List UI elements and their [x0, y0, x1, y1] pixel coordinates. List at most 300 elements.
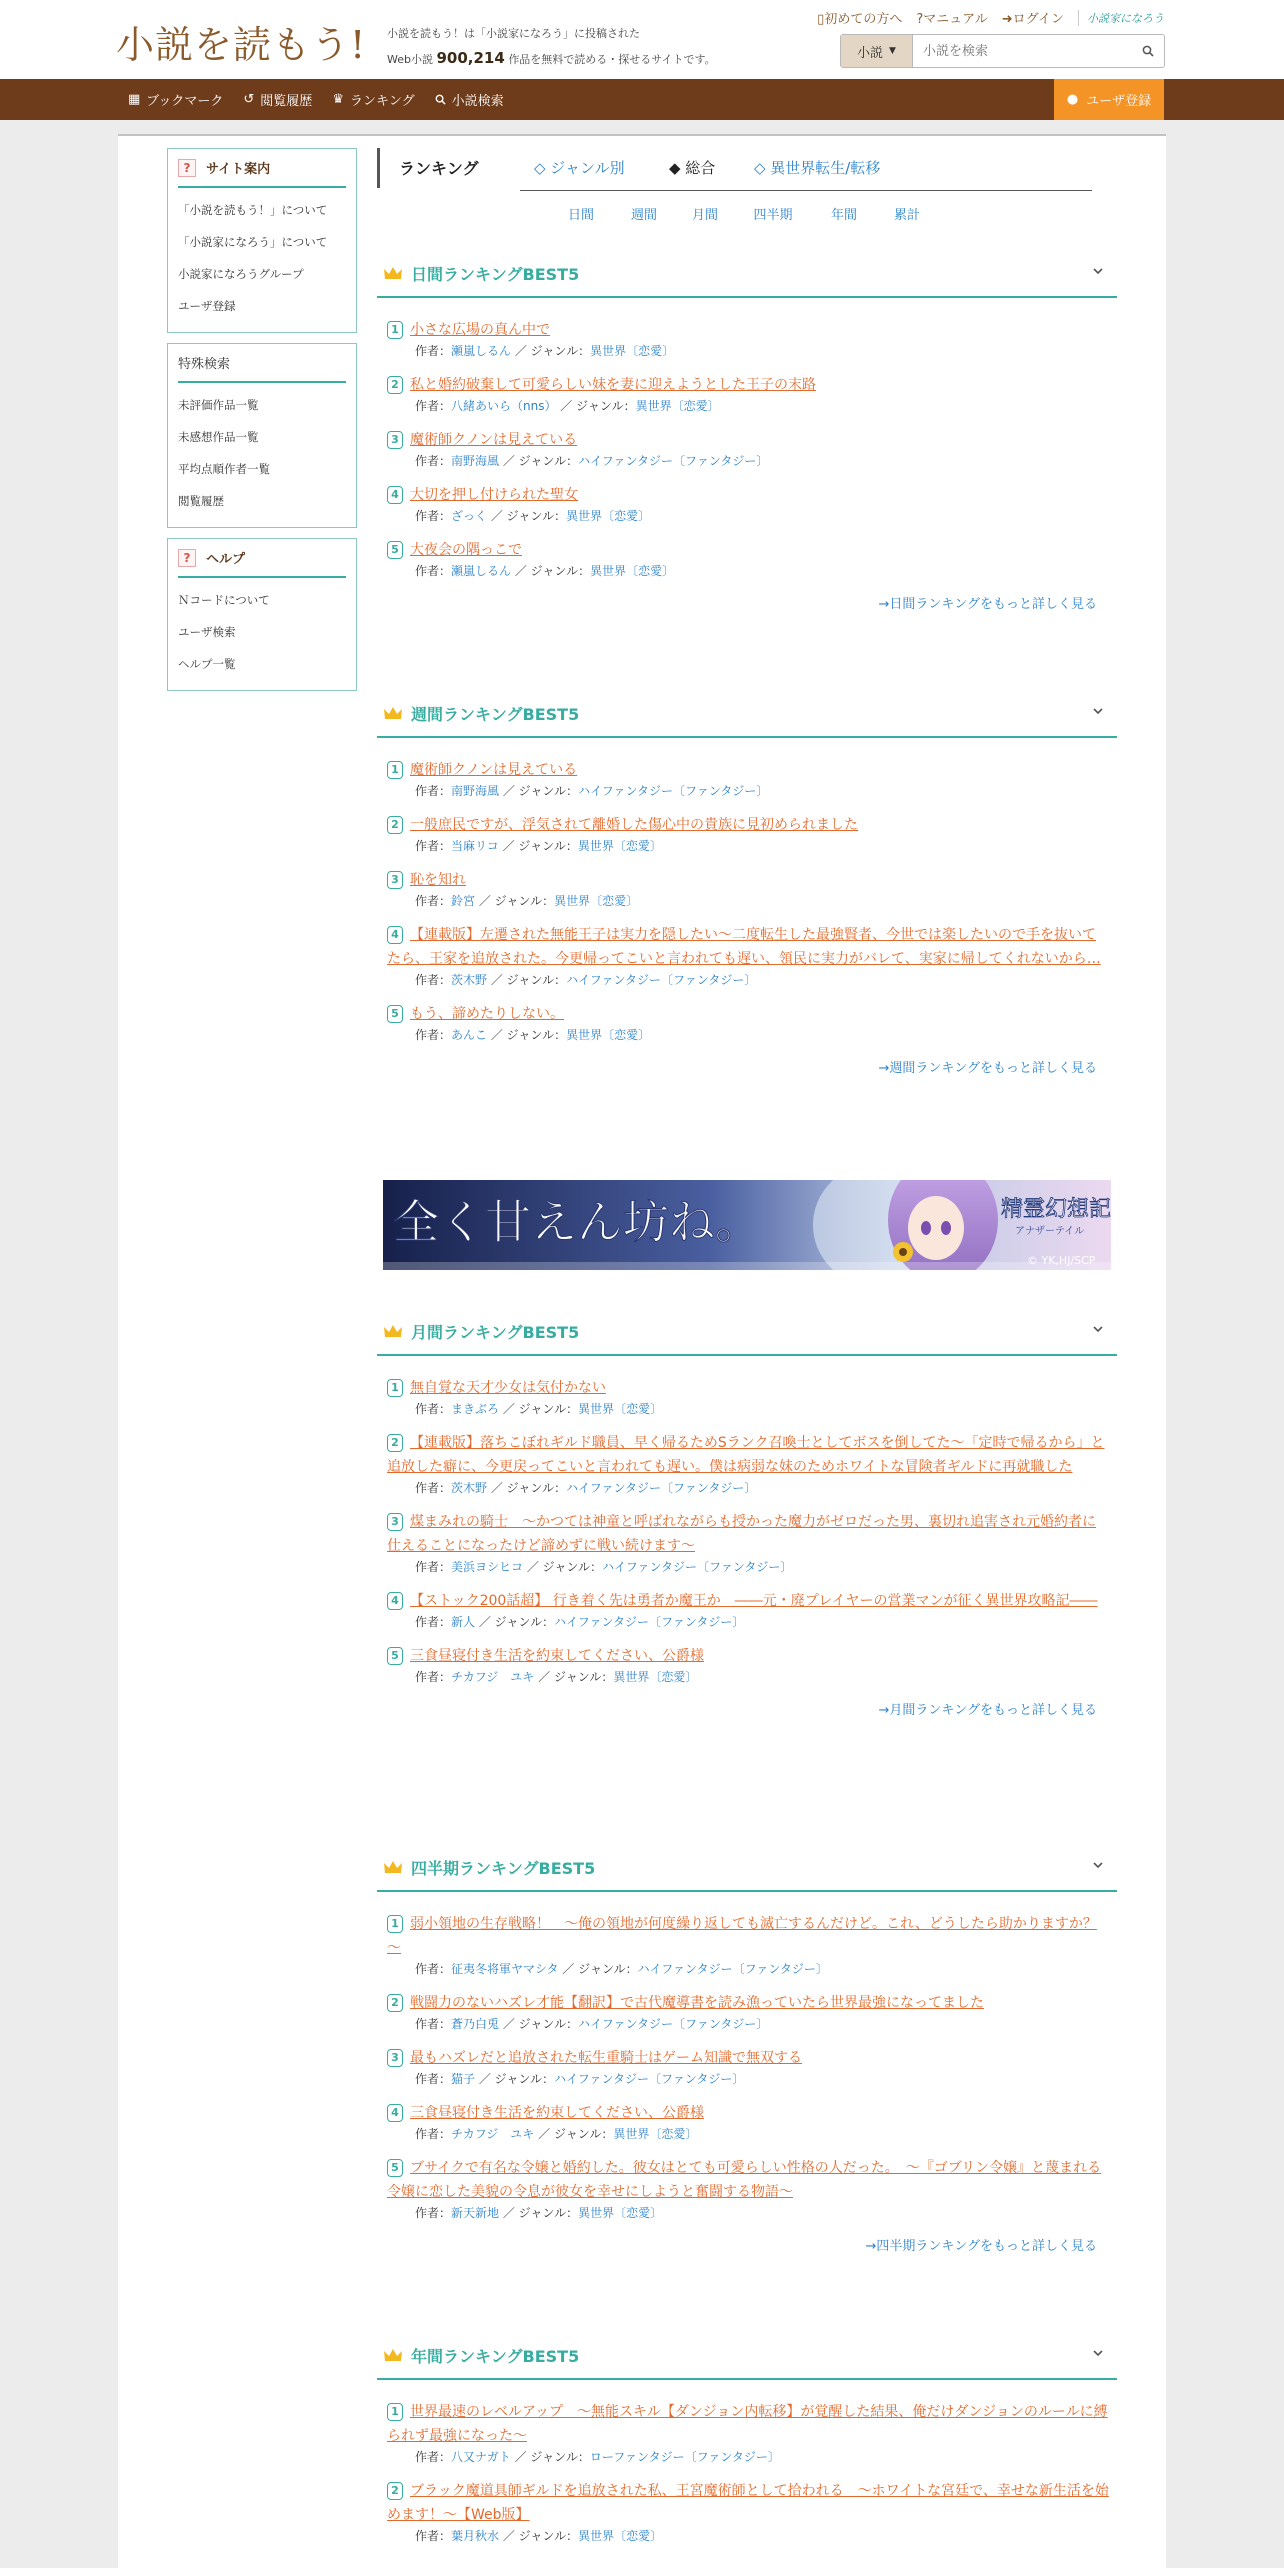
section-header[interactable]: [377, 1844, 1117, 1892]
ranking-item: [387, 2400, 1109, 2467]
rank-badge: 5: [387, 2159, 403, 2177]
genre-label: ジャンル：: [518, 2017, 579, 2031]
sidebar: [167, 148, 357, 701]
novel-title-link[interactable]: [387, 1644, 1109, 1668]
meta-separator: ／: [475, 1615, 495, 1629]
genre-link[interactable]: ハイファンタジー〔ファンタジー〕: [637, 1962, 828, 1976]
ranking-item: [387, 1002, 1109, 1045]
novel-title-link[interactable]: [387, 1376, 1109, 1400]
novel-title: 魔術師クノンは見えている: [410, 432, 578, 448]
tab-daily[interactable]: 日間: [567, 208, 594, 223]
tab-underline: [520, 190, 1092, 191]
nav-bookmark[interactable]: [128, 90, 223, 109]
novel-title-link[interactable]: [387, 2479, 1109, 2527]
tab-genre[interactable]: ◇ ジャンル別: [534, 159, 625, 177]
manual-link[interactable]: [916, 8, 987, 27]
login-icon: ➜: [1001, 12, 1013, 27]
genre-label: ジャンル：: [518, 2206, 579, 2220]
meta-separator: ／: [511, 344, 531, 358]
author-label: 作者：: [415, 2450, 452, 2464]
author-link[interactable]: 新天新地: [451, 2206, 500, 2220]
search-input[interactable]: [913, 35, 1132, 67]
author-label: 作者：: [415, 564, 452, 578]
nav-history[interactable]: [243, 90, 312, 109]
genre-label: ジャンル：: [553, 2127, 614, 2141]
rank-badge: 2: [387, 2482, 403, 2500]
ranking-item: [387, 1912, 1109, 1979]
question-icon: ?: [178, 159, 196, 177]
rank-badge: 1: [387, 1915, 403, 1933]
author-link[interactable]: チカフジ ユキ: [451, 1670, 535, 1684]
novel-meta: [387, 1668, 1109, 1687]
section-header[interactable]: [377, 250, 1117, 298]
novel-title-link[interactable]: [387, 1912, 1109, 1960]
novel-title: 大切を押し付けられた聖女: [410, 487, 578, 503]
author-link[interactable]: 蒼乃白兎: [451, 2017, 500, 2031]
banner-text: 全く甘えん坊ね。: [393, 1195, 761, 1249]
rank-badge: 1: [387, 321, 403, 339]
rank-badge: 3: [387, 431, 403, 449]
genre-link[interactable]: 異世界〔恋愛〕: [590, 344, 675, 358]
novel-meta: [387, 397, 1109, 416]
meta-separator: ／: [498, 839, 519, 853]
weekly-ranking-section: [377, 690, 1117, 1076]
meta-separator: ／: [499, 2529, 519, 2543]
novel-title: 【連載版】落ちこぼれギルド職員、早く帰るためSランク召喚士としてボスを倒してた～「定時で帰るから」と追放した癖に、今更戻ってこいと言われても遅い。僕は病弱な妹のためホワイトな冒険者ギルドに再就職した: [387, 1435, 1105, 1475]
novel-title-link[interactable]: [387, 1589, 1109, 1613]
genre-label: ジャンル：: [506, 509, 567, 523]
narou-badge[interactable]: 小説家になろう: [1078, 10, 1164, 26]
novel-title-link[interactable]: [387, 428, 1109, 452]
ranking-item: [387, 1376, 1109, 1419]
ranking-item: [387, 538, 1109, 581]
sidebar-item-help-list[interactable]: ヘルプ一覧: [178, 657, 236, 671]
search-button[interactable]: [1132, 35, 1164, 67]
author-label: 作者：: [415, 2206, 452, 2220]
beginner-link-label: 初めての方へ: [824, 12, 903, 27]
ranking-item: [387, 1644, 1109, 1687]
author-label: 作者：: [415, 839, 452, 853]
nav-ranking[interactable]: [332, 90, 414, 109]
rank-badge: 3: [387, 1513, 403, 1531]
author-label: 作者：: [415, 973, 452, 987]
section-header[interactable]: [377, 2332, 1117, 2380]
novel-meta: [387, 2015, 1109, 2034]
novel-meta: [387, 892, 1109, 911]
author-link[interactable]: 南野海風: [451, 784, 500, 798]
search-type-select[interactable]: [841, 35, 913, 67]
rank-badge: 2: [387, 1994, 403, 2012]
sidebar-item-unrated[interactable]: 未評価作品一覧: [178, 398, 259, 412]
author-label: 作者：: [415, 1560, 452, 1574]
special-search-box: [167, 343, 357, 528]
author-label: 作者：: [415, 2529, 452, 2543]
novel-meta: [387, 562, 1109, 581]
rank-badge: 5: [387, 1647, 403, 1665]
daily-ranking-section: [377, 250, 1117, 612]
meta-separator: ／: [475, 2072, 495, 2086]
site-tagline: [387, 22, 716, 72]
search-box: [840, 34, 1165, 68]
novel-meta: [387, 837, 1109, 856]
novel-title: 恥を知れ: [410, 872, 466, 888]
ranking-item: [387, 813, 1109, 856]
novel-title: 煤まみれの騎士 ～かつては神童と呼ばれながらも授かった魔力がゼロだった男、裏切れ追害され元婚約者に仕えることになったけど諦めずに戦い続けます～: [387, 1514, 1096, 1554]
yearly-ranking-section: [377, 2332, 1117, 2558]
genre-link[interactable]: 異世界〔恋愛〕: [554, 894, 639, 908]
title-bar-accent: [377, 148, 380, 188]
meta-separator: ／: [534, 1670, 554, 1684]
novel-title: 戦闘力のないハズレ才能【翻訳】で古代魔導書を読み漁っていたら世界最強になってました: [410, 1995, 984, 2011]
novel-title-link[interactable]: [387, 1002, 1109, 1026]
rank-badge: 5: [387, 1005, 403, 1023]
nav-divider: [118, 134, 1166, 136]
tab-cumulative[interactable]: 累計: [893, 208, 920, 223]
rank-badge: 1: [387, 1379, 403, 1397]
ranking-item: [387, 758, 1109, 801]
author-label: 作者：: [415, 399, 452, 413]
meta-separator: ／: [487, 509, 507, 523]
genre-label: ジャンル：: [506, 1481, 567, 1495]
sidebar-item-history[interactable]: 閲覧履歴: [178, 494, 224, 508]
meta-separator: ／: [510, 2450, 531, 2464]
genre-link[interactable]: ハイファンタジー〔ファンタジー〕: [602, 1560, 793, 1574]
search-type-value: 小説: [857, 45, 884, 61]
novel-meta: [387, 782, 1109, 801]
section-title: 年間ランキングBEST5: [411, 2346, 580, 2366]
author-label: 作者：: [415, 894, 452, 908]
sidebar-item-avg-authors[interactable]: 平均点順作者一覧: [178, 462, 270, 476]
nav-ranking-label: ランキング: [349, 94, 415, 109]
sidebar-item-ncode[interactable]: Ｎコードについて: [178, 593, 270, 607]
rank-badge: 4: [387, 2104, 403, 2122]
novel-meta: [387, 2070, 1109, 2089]
novel-title-link[interactable]: [387, 2101, 1109, 2125]
crown-icon: [383, 705, 403, 721]
sidebar-item-register[interactable]: ユーザ登録: [178, 299, 236, 313]
tab-weekly[interactable]: 週間: [630, 208, 657, 223]
special-search-title: 特殊検索: [178, 353, 346, 383]
tagline-prefix: Web小説: [387, 53, 433, 66]
crown-icon: [383, 1323, 403, 1339]
nav-bookmark-label: ブックマーク: [146, 94, 224, 109]
rank-badge: 3: [387, 2049, 403, 2067]
tab-yearly[interactable]: 年間: [830, 208, 857, 223]
genre-label: ジャンル：: [518, 454, 579, 468]
genre-label: ジャンル：: [530, 2450, 590, 2464]
banner-book-title: 精霊幻想記: [1001, 1197, 1111, 1222]
author-link[interactable]: 新人: [451, 1615, 476, 1629]
novel-meta: [387, 2527, 1109, 2546]
manual-link-label: マニュアル: [923, 12, 988, 27]
author-link[interactable]: 猫子: [451, 2072, 476, 2086]
novel-title-link[interactable]: [387, 1510, 1109, 1558]
search-icon: [435, 94, 446, 105]
meta-separator: ／: [556, 399, 577, 413]
crown-icon: [383, 265, 403, 281]
ranking-item: [387, 2101, 1109, 2144]
question-icon: ?: [916, 12, 924, 27]
tab-quarterly[interactable]: 四半期: [753, 208, 793, 223]
more-link[interactable]: →四半期ランキングをもっと詳しく見る: [865, 2239, 1097, 2254]
novel-title: 無自覚な天才少女は気付かない: [410, 1380, 606, 1396]
sidebar-item-user-search[interactable]: ユーザ検索: [178, 625, 236, 639]
grid-icon: ▦: [128, 92, 141, 107]
author-label: 作者：: [415, 344, 452, 358]
novel-title-link[interactable]: [387, 1991, 1109, 2015]
novel-meta: [387, 342, 1109, 361]
author-link[interactable]: 八又ナガト: [451, 2450, 511, 2464]
novel-title: 小さな広場の真ん中で: [410, 322, 550, 338]
rank-badge: 5: [387, 541, 403, 559]
author-label: 作者：: [415, 784, 452, 798]
chevron-down-icon[interactable]: [1091, 264, 1105, 278]
genre-label: ジャンル：: [542, 1560, 603, 1574]
rank-badge: 4: [387, 1592, 403, 1610]
login-link[interactable]: [1002, 8, 1064, 27]
novel-title-link[interactable]: [387, 538, 1109, 562]
help-heading: ヘルプ: [206, 552, 246, 567]
site-header: [0, 0, 1284, 79]
tagline-line1: 小説を読もう！は「小説家になろう」に投稿された: [387, 27, 640, 40]
novel-meta: [387, 1613, 1109, 1632]
genre-label: ジャンル：: [518, 839, 578, 853]
novel-title: 【ストック200話超】 行き着く先は勇者か魔王か ――元・廃プレイヤーの営業マンが征く異世界攻略記――: [410, 1593, 1098, 1609]
banner-book-subtitle: アナザーテイル: [1015, 1226, 1085, 1237]
meta-separator: ／: [499, 454, 519, 468]
author-label: 作者：: [415, 1402, 452, 1416]
novel-title: 弱小領地の生存戦略！ ～俺の領地が何度繰り返しても滅亡するんだけど。これ、どうしたら助かりますか？～: [387, 1916, 1097, 1956]
genre-link[interactable]: 異世界〔恋愛〕: [566, 1028, 651, 1042]
beginner-link[interactable]: [817, 8, 902, 27]
quarterly-ranking-section: [377, 1844, 1117, 2254]
author-label: 作者：: [415, 1962, 452, 1976]
genre-label: ジャンル：: [518, 2529, 579, 2543]
novel-title: ブサイクで有名な令嬢と婚約した。彼女はとても可愛らしい性格の人だった。 ～『ゴブリン令嬢』と蔑まれる令嬢に恋した美貌の令息が彼女を幸せにしようと奮闘する物語～: [387, 2160, 1102, 2200]
author-link[interactable]: 茨木野: [451, 1481, 488, 1495]
author-label: 作者：: [415, 2072, 452, 2086]
search-icon: [1142, 45, 1154, 57]
ranking-item: [387, 923, 1109, 990]
novel-title-link[interactable]: [387, 2156, 1109, 2204]
author-link[interactable]: 鈴宮: [451, 894, 476, 908]
novel-meta: [387, 1026, 1109, 1045]
rank-badge: 3: [387, 871, 403, 889]
genre-link[interactable]: 異世界〔恋愛〕: [635, 399, 720, 413]
tab-monthly[interactable]: 月間: [691, 208, 718, 223]
ranking-item: [387, 1431, 1109, 1498]
novel-title-link[interactable]: [387, 318, 1109, 342]
novel-title-link[interactable]: [387, 373, 1109, 397]
site-guide-heading: サイト案内: [206, 162, 271, 177]
tab-total[interactable]: ◆ 総合: [669, 159, 716, 177]
novel-title-link[interactable]: [387, 2046, 1109, 2070]
genre-link[interactable]: ハイファンタジー〔ファンタジー〕: [578, 454, 769, 468]
novel-meta: [387, 1479, 1109, 1498]
sidebar-item-group[interactable]: 小説家になろうグループ: [178, 267, 304, 281]
author-label: 作者：: [415, 1670, 452, 1684]
novel-title: 三食昼寝付き生活を約束してください、公爵様: [410, 1648, 704, 1664]
author-label: 作者：: [415, 509, 452, 523]
author-link[interactable]: 八緒あいら（nns）: [451, 399, 557, 413]
ranking-item: [387, 373, 1109, 416]
ranking-item: [387, 483, 1109, 526]
genre-link[interactable]: ローファンタジー〔ファンタジー〕: [589, 2450, 780, 2464]
nav-search[interactable]: [435, 90, 504, 109]
site-guide-box: [167, 148, 357, 333]
genre-link[interactable]: 異世界〔恋愛〕: [613, 1670, 698, 1684]
genre-link[interactable]: ハイファンタジー〔ファンタジー〕: [554, 2072, 745, 2086]
ranking-tabs: [377, 148, 1095, 223]
chevron-down-icon[interactable]: [1091, 2346, 1105, 2360]
meta-separator: ／: [475, 894, 495, 908]
novel-meta: [387, 507, 1109, 526]
novel-meta: [387, 2204, 1109, 2223]
user-icon: ●: [1066, 92, 1079, 107]
author-link[interactable]: 葉月秋水: [451, 2529, 500, 2543]
chevron-down-icon[interactable]: [1091, 1858, 1105, 1872]
novel-title-link[interactable]: [387, 758, 1109, 782]
section-title: 四半期ランキングBEST5: [411, 1858, 596, 1878]
meta-separator: ／: [499, 784, 519, 798]
sidebar-item-about-yomou[interactable]: 「小説を読もう！」について: [178, 203, 328, 217]
author-link[interactable]: ざっく: [451, 509, 488, 523]
meta-separator: ／: [558, 1962, 579, 1976]
ranking-item: [387, 1510, 1109, 1577]
ranking-item: [387, 1589, 1109, 1632]
tab-isekai[interactable]: ◇ 異世界転生/転移: [754, 159, 881, 177]
genre-link[interactable]: ハイファンタジー〔ファンタジー〕: [566, 1481, 757, 1495]
genre-link[interactable]: 異世界〔恋愛〕: [577, 839, 662, 853]
genre-link[interactable]: 異世界〔恋愛〕: [578, 1402, 663, 1416]
help-box: [167, 538, 357, 691]
author-link[interactable]: 征夷冬将軍ヤマシタ: [451, 1962, 559, 1976]
author-link[interactable]: 瀬嵐しるん: [451, 344, 512, 358]
novel-title-link[interactable]: [387, 483, 1109, 507]
author-link[interactable]: 茨木野: [451, 973, 488, 987]
novel-title: 大夜会の隅っこで: [410, 542, 522, 558]
genre-label: ジャンル：: [494, 2072, 555, 2086]
rank-badge: 2: [387, 816, 403, 834]
author-link[interactable]: まきぶろ: [451, 1402, 500, 1416]
novel-title: 三食昼寝付き生活を約束してください、公爵様: [410, 2105, 704, 2121]
novel-title-link[interactable]: [387, 813, 1109, 837]
more-link[interactable]: →週間ランキングをもっと詳しく見る: [878, 1061, 1097, 1076]
author-link[interactable]: 当麻リコ: [451, 839, 499, 853]
monthly-ranking-section: [377, 1308, 1117, 1718]
rank-badge: 4: [387, 486, 403, 504]
novel-meta: [387, 452, 1109, 471]
sidebar-item-about-narou[interactable]: 「小説家になろう」について: [178, 235, 328, 249]
genre-link[interactable]: ハイファンタジー〔ファンタジー〕: [578, 2017, 769, 2031]
crown-icon: ♛: [332, 92, 344, 107]
ranking-item: [387, 2046, 1109, 2089]
ranking-item: [387, 428, 1109, 471]
nav-search-label: 小説検索: [451, 94, 504, 109]
meta-separator: ／: [511, 564, 531, 578]
novel-title-link[interactable]: [387, 1431, 1109, 1479]
chevron-down-icon[interactable]: [1091, 704, 1105, 718]
ranking-item: [387, 2479, 1109, 2546]
novel-title: ブラック魔道具師ギルドを追放された私、王宮魔術師として拾われる ～ホワイトな宮廷で、幸せな新生活を始めます！～【Web版】: [387, 2483, 1109, 2523]
site-logo[interactable]: 小説を読もう!: [116, 23, 367, 67]
genre-link[interactable]: 異世界〔恋愛〕: [613, 2127, 698, 2141]
section-header[interactable]: [377, 1308, 1117, 1356]
ranking-item: [387, 868, 1109, 911]
period-tabs: [567, 204, 921, 223]
banner-art: [383, 1180, 1111, 1270]
genre-link[interactable]: ハイファンタジー〔ファンタジー〕: [566, 973, 757, 987]
rank-badge: 2: [387, 376, 403, 394]
rank-badge: 1: [387, 2403, 403, 2421]
novel-meta: [387, 1960, 1109, 1979]
meta-separator: ／: [499, 2017, 519, 2031]
novel-title-link[interactable]: [387, 2400, 1109, 2448]
novel-title-link[interactable]: [387, 868, 1109, 892]
novel-title-link[interactable]: [387, 923, 1109, 971]
genre-link[interactable]: 異世界〔恋愛〕: [566, 509, 651, 523]
more-link[interactable]: →日間ランキングをもっと詳しく見る: [878, 597, 1097, 612]
novel-title: 【連載版】左遷された無能王子は実力を隠したい～二度転生した最強賢者、今世では楽したいので手を抜いてたら、王家を追放された。今更帰ってこいと言われても遅い、領民に実力がバレて、実家に帰してくれないから…: [387, 927, 1101, 967]
genre-link[interactable]: 異世界〔恋愛〕: [578, 2206, 663, 2220]
genre-link[interactable]: ハイファンタジー〔ファンタジー〕: [578, 784, 769, 798]
novel-meta: [387, 1558, 1109, 1577]
meta-separator: ／: [523, 1560, 543, 1574]
main-nav: [0, 79, 1284, 120]
question-icon: ?: [178, 549, 196, 567]
chevron-down-icon[interactable]: [1091, 1322, 1105, 1336]
genre-label: ジャンル：: [578, 1962, 638, 1976]
crown-icon: [383, 2347, 403, 2363]
genre-link[interactable]: ハイファンタジー〔ファンタジー〕: [554, 1615, 745, 1629]
genre-link[interactable]: 異世界〔恋愛〕: [578, 2529, 663, 2543]
author-label: 作者：: [415, 454, 452, 468]
site-guide-title: [178, 158, 346, 188]
register-button[interactable]: [1054, 79, 1164, 120]
genre-label: ジャンル：: [530, 344, 591, 358]
genre-label: ジャンル：: [506, 1028, 567, 1042]
novel-title: 世界最速のレベルアップ ～無能スキル【ダンジョン内転移】が覚醒した結果、俺だけダンジョンのルールに縛られず最強になった～: [387, 2404, 1108, 2444]
meta-separator: ／: [499, 1402, 519, 1416]
ranking-item: [387, 1991, 1109, 2034]
author-link[interactable]: 南野海風: [451, 454, 500, 468]
top-links: [817, 8, 1164, 27]
meta-separator: ／: [487, 1028, 507, 1042]
rank-badge: 2: [387, 1434, 403, 1452]
author-link[interactable]: チカフジ ユキ: [451, 2127, 535, 2141]
novel-title: 一般庶民ですが、浮気されて離婚した傷心中の貴族に見初められました: [410, 817, 858, 833]
genre-link[interactable]: 異世界〔恋愛〕: [590, 564, 675, 578]
sidebar-item-no-review[interactable]: 未感想作品一覧: [178, 430, 259, 444]
ad-banner[interactable]: [383, 1180, 1111, 1270]
help-title: [178, 548, 346, 578]
novel-title: 私と婚約破棄して可愛らしい妹を妻に迎えようとした王子の末路: [410, 377, 816, 393]
section-header[interactable]: [377, 690, 1117, 738]
author-link[interactable]: 瀬嵐しるん: [451, 564, 512, 578]
genre-label: ジャンル：: [494, 894, 555, 908]
work-count: 900,214: [436, 49, 505, 67]
tagline-suffix: 作品を無料で読める・探せるサイトです。: [508, 53, 716, 66]
author-label: 作者：: [415, 1615, 452, 1629]
register-label: ユーザ登録: [1086, 94, 1152, 109]
chevron-down-icon: ▼: [889, 46, 896, 56]
more-link[interactable]: →月間ランキングをもっと詳しく見る: [878, 1703, 1097, 1718]
author-link[interactable]: 美浜ヨシヒコ: [451, 1560, 524, 1574]
genre-label: ジャンル：: [518, 784, 579, 798]
author-link[interactable]: あんこ: [451, 1028, 488, 1042]
ranking-heading: ランキング: [399, 159, 479, 178]
ranking-item: [387, 318, 1109, 361]
